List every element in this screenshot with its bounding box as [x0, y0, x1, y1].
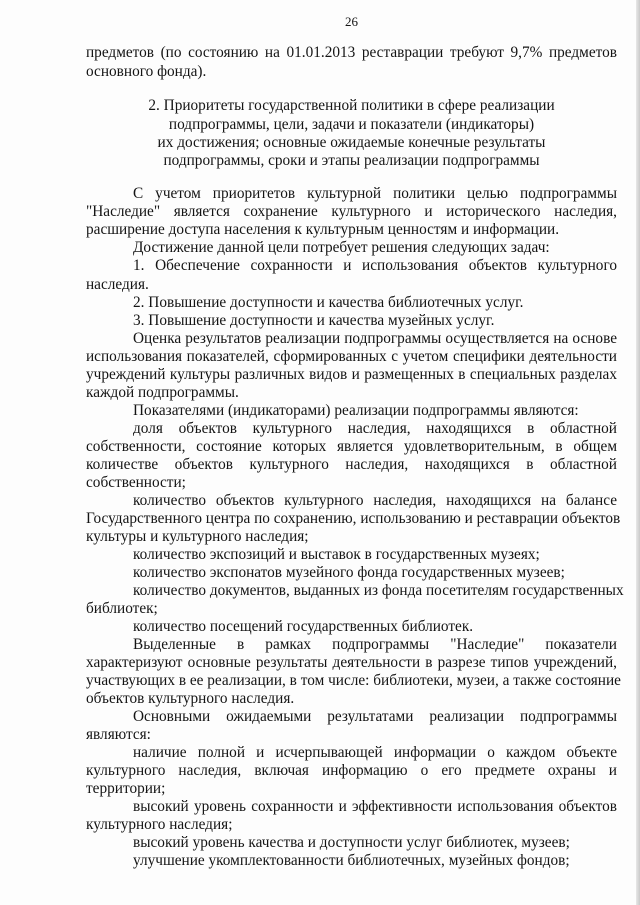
section-heading-line: их достижения; основные ожидаемые конечные результаты — [157, 134, 546, 151]
text-line: использования показателей, сформированных с учетом специфики деятельности — [86, 348, 617, 365]
text-line: территории; — [86, 780, 166, 797]
text-line: культуры и культурного наследия; — [86, 528, 309, 545]
text-line: Оценка результатов реализации подпрограммы осуществляется на основе — [133, 330, 617, 347]
text-line: Показателями (индикаторами) реализации подпрограммы являются: — [133, 402, 579, 419]
text-line: "Наследие" является сохранение культурного и исторического наследия, — [86, 203, 617, 220]
text-line: культурного наследия; — [86, 816, 233, 833]
text-line: Основными ожидаемыми результатами реализации подпрограммы — [133, 708, 617, 725]
text-line: количество экспозиций и выставок в государственных музеях; — [133, 546, 540, 563]
text-line: количество объектов культурного наследия, находящихся на балансе — [133, 492, 617, 509]
text-line: количество экспонатов музейного фонда государственных музеев; — [133, 564, 565, 581]
text-line: 3. Повышение доступности и качества музейных услуг. — [133, 312, 495, 329]
text-line: предметов (по состоянию на 01.01.2013 реставрации требуют 9,7% предметов — [86, 44, 617, 61]
text-line: 1. Обеспечение сохранности и использования объектов культурного — [133, 257, 617, 274]
text-line: Выделенные в рамках подпрограммы "Наследие" показатели — [133, 636, 617, 653]
text-line: Государственного центра по сохранению, использованию и реставрации объектов — [86, 510, 621, 527]
text-line: наследия. — [86, 276, 149, 293]
page-number: 26 — [345, 14, 358, 29]
text-line: Достижение данной цели потребует решения следующих задач: — [133, 239, 550, 256]
text-line: библиотек; — [86, 600, 158, 617]
text-line: учреждений культуры различных видов и размещенных в специальных разделах — [86, 366, 617, 383]
text-line: количество посещений государственных библиотек. — [133, 618, 474, 635]
text-line: собственности; — [86, 474, 186, 491]
text-line: являются: — [86, 726, 151, 743]
text-line: высокий уровень сохранности и эффективности использования объектов — [133, 798, 617, 815]
text-line: культурного наследия, включая информацию о его предмете охраны и — [86, 762, 617, 779]
text-line: характеризуют основные результаты деятельности в разрезе типов учреждений, — [86, 654, 617, 671]
section-heading-line: подпрограммы, сроки и этапы реализации подпрограммы — [163, 152, 540, 169]
text-line: расширение доступа населения к культурным ценностям и информации. — [86, 221, 560, 238]
text-line: наличие полной и исчерпывающей информации о каждом объекте — [133, 744, 617, 761]
text-line: доля объектов культурного наследия, находящихся в областной — [133, 420, 617, 437]
text-line: объектов культурного наследия. — [86, 690, 295, 707]
text-line: каждой подпрограммы. — [86, 384, 239, 401]
text-line: улучшение укомплектованности библиотечных, музейных фондов; — [133, 852, 570, 869]
text-line: собственности, состояние которых является удовлетворительным, в общем — [86, 438, 617, 455]
text-line: основного фонда). — [86, 63, 207, 80]
section-heading-line: 2. Приоритеты государственной политики в сфере реализации — [148, 97, 555, 114]
text-line: количестве объектов культурного наследия, находящихся в областной — [86, 456, 617, 473]
page-edge — [636, 0, 640, 905]
text-line: количество документов, выданных из фонда посетителям государственных — [133, 582, 624, 599]
text-line: участвующих в ее реализации, в том числе: библиотеки, музеи, а также состояние — [86, 672, 621, 689]
section-heading-line: подпрограммы, цели, задачи и показатели (индикаторы) — [168, 116, 535, 133]
text-line: 2. Повышение доступности и качества библиотечных услуг. — [133, 294, 524, 311]
text-line: С учетом приоритетов культурной политики целью подпрограммы — [133, 185, 617, 202]
text-line: высокий уровень качества и доступности услуг библиотек, музеев; — [133, 834, 570, 851]
